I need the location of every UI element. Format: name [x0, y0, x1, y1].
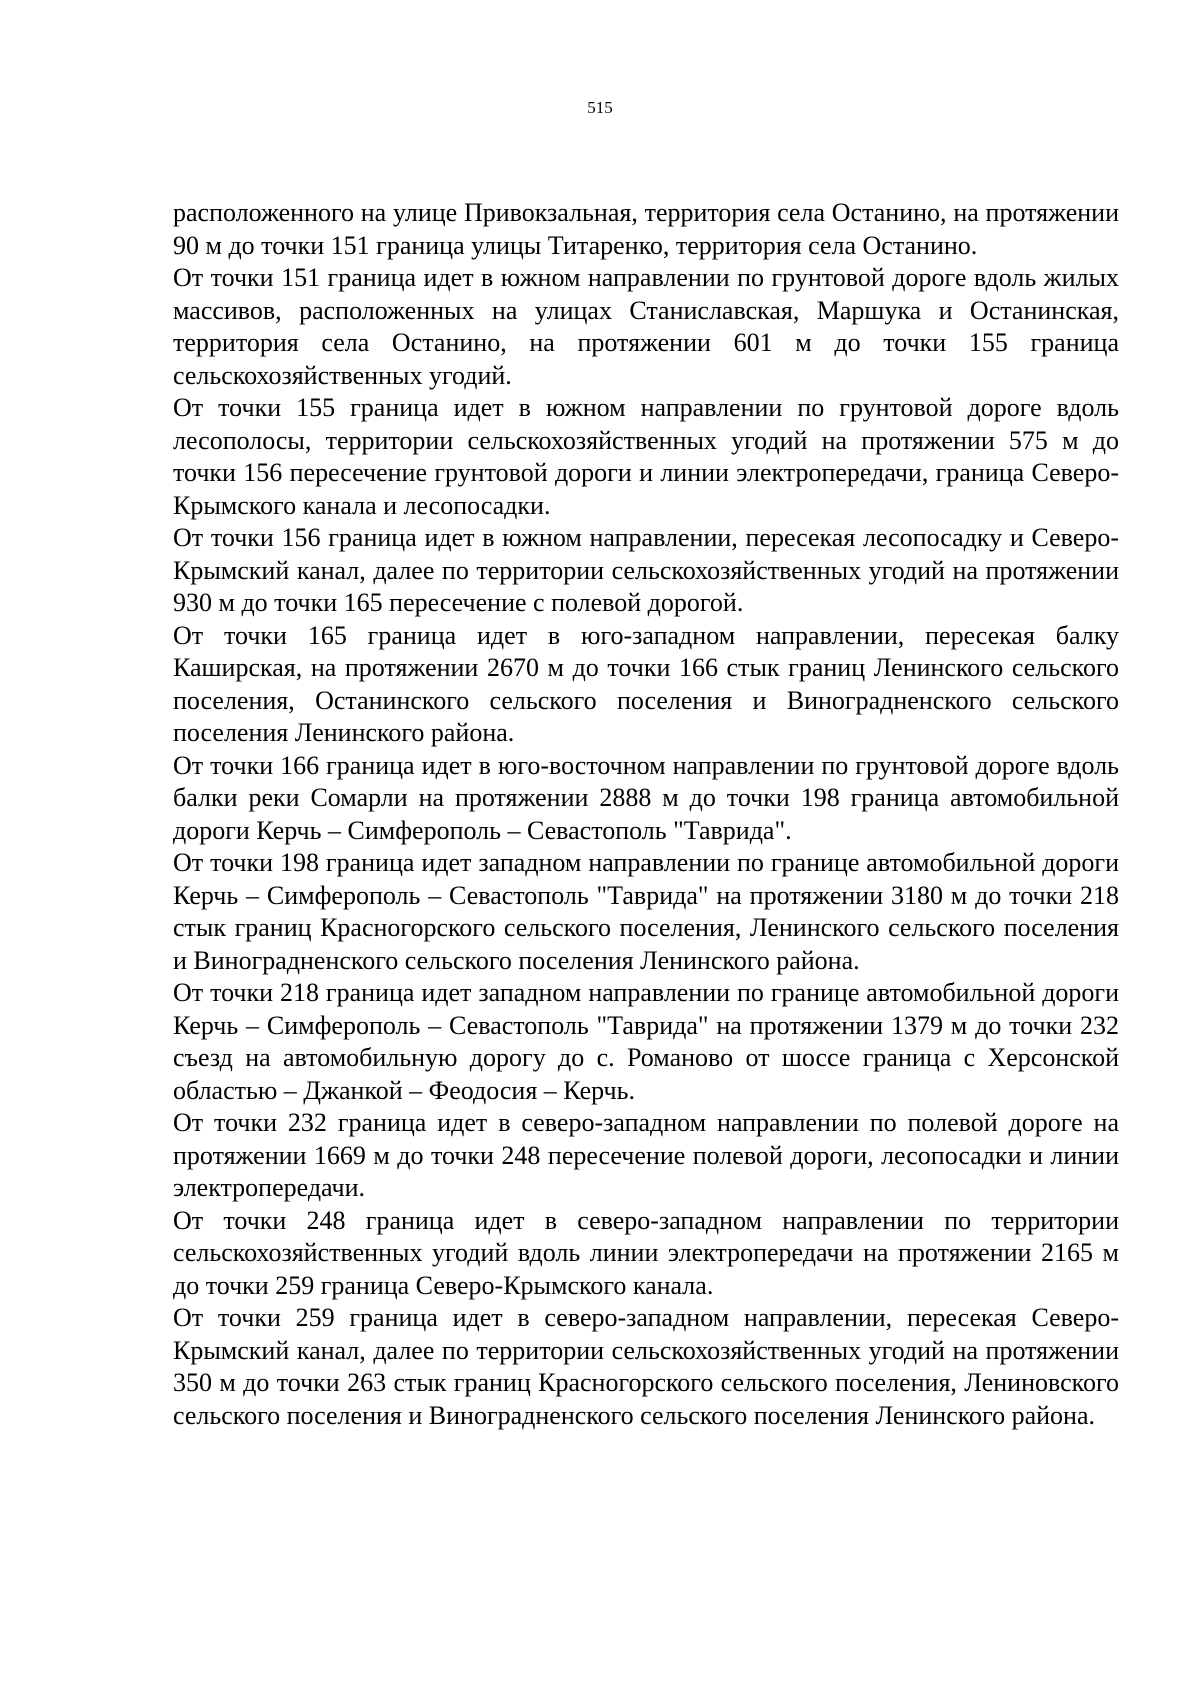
- paragraph: От точки 232 граница идет в северо-западном направлении по полевой дороге на протяжении 1669 м до точки 248 пересечение полевой дороги, лесопосадки и линии электропередачи.: [173, 1108, 1119, 1202]
- document-body: [173, 197, 1119, 1432]
- paragraph: От точки 248 граница идет в северо-западном направлении по территории сельскохозяйственных угодий вдоль линии электропередачи на протяжении 2165 м до точки 259 граница Северо-Крымского канала.: [173, 1205, 1119, 1300]
- paragraph: От точки 259 граница идет в северо-западном направлении, пересекая Северо-Крымский канал, далее по территории сельскохозяйственных угодий на протяжении 350 м до точки 263 стык границ Красногорского сельского поселения, Лениновского сельского поселения и Виноградненского сельского поселения Ленинского района.: [173, 1303, 1119, 1430]
- paragraph: расположенного на улице Привокзальная, территория села Останино, на протяжении 90 м до точки 151 граница улицы Титаренко, территория села Останино.: [173, 198, 1119, 260]
- paragraph: От точки 156 граница идет в южном направлении, пересекая лесопосадку и Северо-Крымский канал, далее по территории сельскохозяйственных угодий на протяжении 930 м до точки 165 пересечение с полевой дорогой.: [173, 523, 1119, 617]
- paragraph: От точки 151 граница идет в южном направлении по грунтовой дороге вдоль жилых массивов, расположенных на улицах Станиславская, Маршука и Останинская, территория села Останино, на протяжении 601 м до точки 155 граница сельскохозяйственных угодий.: [173, 263, 1119, 390]
- paragraph: От точки 155 граница идет в южном направлении по грунтовой дороге вдоль лесополосы, территории сельскохозяйственных угодий на протяжении 575 м до точки 156 пересечение грунтовой дороги и линии электропередачи, граница Северо-Крымского канала и лесопосадки.: [173, 393, 1119, 520]
- paragraph: От точки 218 граница идет западном направлении по границе автомобильной дороги Керчь – Симферополь – Севастополь "Таврида" на протяжении 1379 м до точки 232 съезд на автомобильную дорогу до с. Романово от шоссе граница с Херсонской областью – Джанкой – Феодосия – Керчь.: [173, 978, 1119, 1105]
- paragraph: От точки 198 граница идет западном направлении по границе автомобильной дороги Керчь – Симферополь – Севастополь "Таврида" на протяжении 3180 м до точки 218 стык границ Красногорского сельского поселения, Ленинского сельского поселения и Виноградненского сельского поселения Ленинского района.: [173, 848, 1119, 975]
- page-number: 515: [587, 98, 613, 117]
- paragraph: От точки 165 граница идет в юго-западном направлении, пересекая балку Каширская, на протяжении 2670 м до точки 166 стык границ Ленинского сельского поселения, Останинского сельского поселения и Виноградненского сельского поселения Ленинского района.: [173, 620, 1119, 747]
- paragraph: От точки 166 граница идет в юго-восточном направлении по грунтовой дороге вдоль балки реки Сомарли на протяжении 2888 м до точки 198 граница автомобильной дороги Керчь – Симферополь – Севастополь "Таврида".: [173, 750, 1119, 845]
